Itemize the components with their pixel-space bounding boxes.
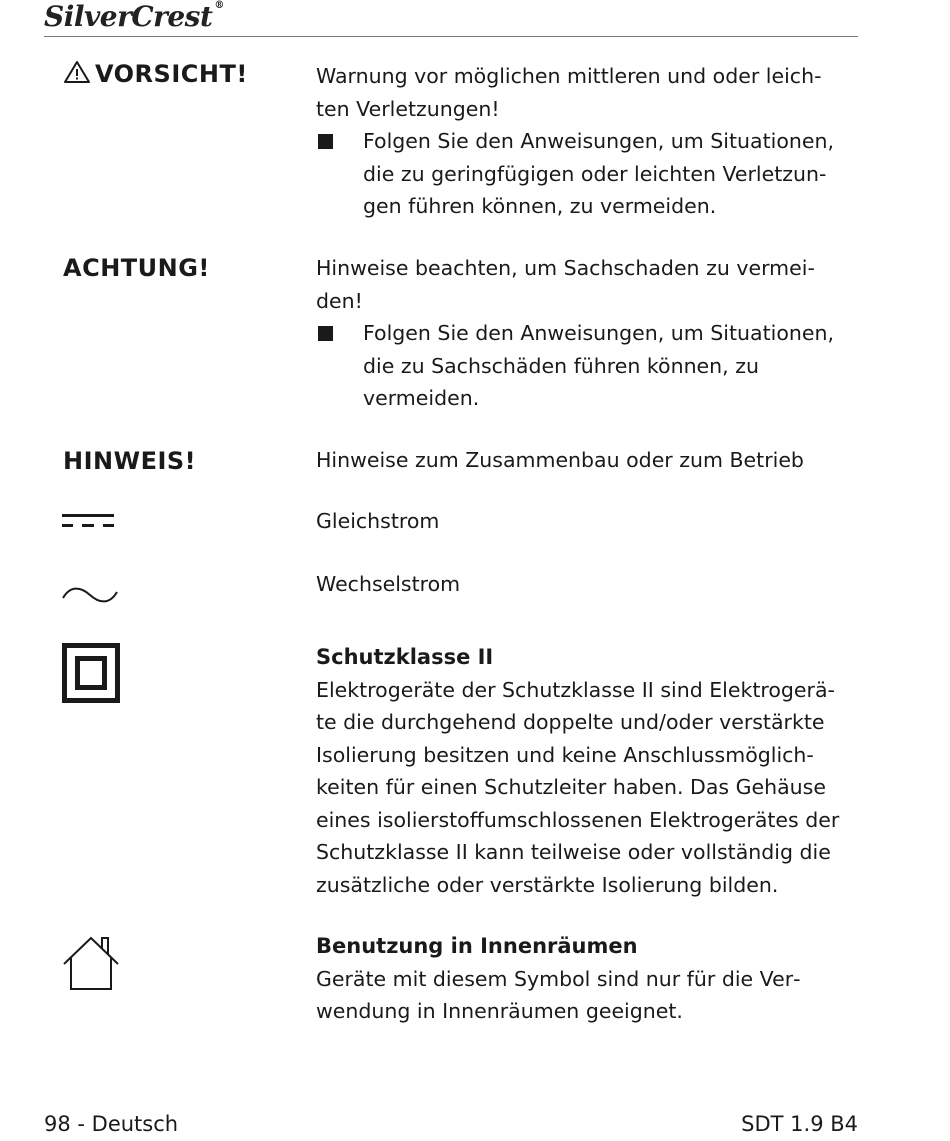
bullet-square-icon: [318, 134, 333, 149]
achtung-bullet: [316, 317, 844, 415]
vorsicht-text-block: [316, 60, 844, 223]
direct-current-icon: [62, 512, 116, 530]
vorsicht-label-text: VORSICHT!: [95, 60, 248, 88]
protection-text-block: [316, 641, 844, 901]
dc-text-block: [316, 505, 844, 538]
indoor-description: Geräte mit diesem Symbol sind nur für die Verwendung in Innenräumen geeignet.: [316, 966, 801, 1023]
brand-name: SilverCrest: [44, 0, 213, 33]
header-divider: [44, 36, 858, 37]
vorsicht-bullet: [316, 125, 844, 223]
registered-mark: ®: [214, 0, 224, 11]
brand-logo: [44, 0, 224, 33]
achtung-label: ACHTUNG!: [63, 254, 210, 282]
ac-text-block: [316, 568, 844, 601]
alternating-current-icon: [62, 582, 118, 608]
hinweis-text-block: [316, 444, 844, 477]
house-icon: [62, 934, 120, 992]
dc-label: Gleichstrom: [316, 509, 440, 533]
warning-triangle-icon: [63, 60, 91, 84]
page-number: 98 - Deutsch: [44, 1112, 179, 1136]
protection-description: Elektrogeräte der Schutzklasse II sind Elektrogeräte die durchgehend doppelte und/oder verstärkte Isolierung besitzen und keine Anschlussmöglichkeiten für einen Schutzleiter haben. Das Gehäuse eines isolierstoffumschlossenen Elektrogerätes der Schutzklasse II kann teilweise oder vollständig die zusätzliche oder verstärkte Isolierung bilden.: [316, 677, 840, 897]
vorsicht-label: [63, 60, 248, 88]
achtung-bullet-text: Folgen Sie den Anweisungen, um Situationen, die zu Sachschäden führen können, zu vermeiden.: [363, 321, 834, 410]
bullet-square-icon: [318, 326, 333, 341]
vorsicht-description: Warnung vor möglichen mittleren und oder leichten Verletzungen!: [316, 64, 822, 121]
indoor-text-block: [316, 930, 844, 1028]
achtung-text-block: [316, 252, 844, 415]
indoor-heading: Benutzung in Innenräumen: [316, 934, 638, 958]
vorsicht-bullet-text: Folgen Sie den Anweisungen, um Situationen, die zu geringfügigen oder leichten Verletzungen führen können, zu vermeiden.: [363, 129, 834, 218]
model-number: SDT 1.9 B4: [741, 1112, 858, 1136]
ac-label: Wechselstrom: [316, 572, 461, 596]
protection-class-ii-icon: [62, 643, 120, 703]
hinweis-description: Hinweise zum Zusammenbau oder zum Betrieb: [316, 448, 804, 472]
hinweis-label: HINWEIS!: [63, 447, 197, 475]
achtung-description: Hinweise beachten, um Sachschaden zu vermeiden!: [316, 256, 815, 313]
protection-heading: Schutzklasse II: [316, 645, 494, 669]
